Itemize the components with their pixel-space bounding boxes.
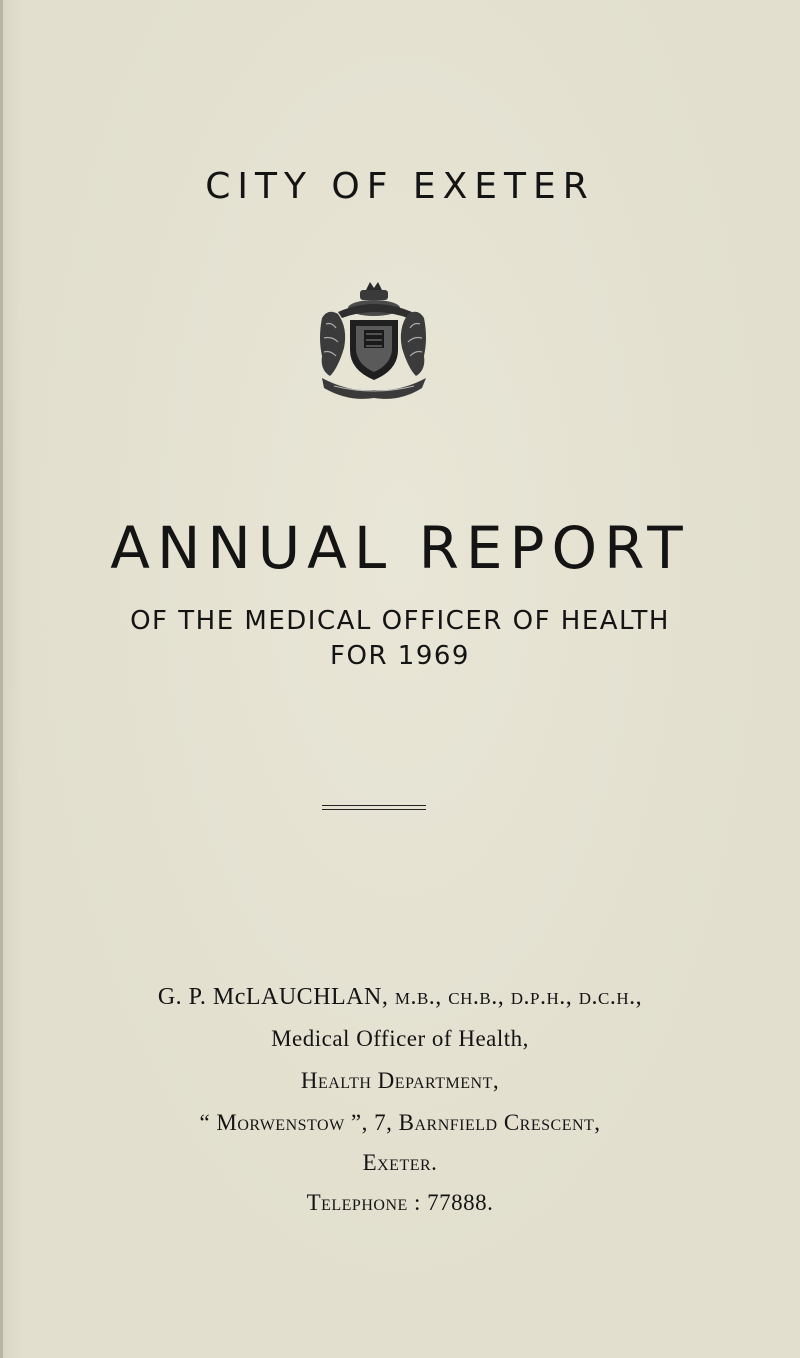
department-name: Health Department,	[300, 1068, 500, 1093]
telephone-number: Telephone : 77888.	[306, 1190, 494, 1215]
coat-of-arms-icon	[308, 278, 438, 404]
author-position: Medical Officer of Health,	[271, 1026, 529, 1051]
city-title: CITY OF EXETER	[205, 166, 595, 207]
author-qualifications: m.b., ch.b., d.p.h., d.c.h.,	[394, 984, 643, 1010]
report-title: ANNUAL REPORT	[110, 514, 690, 582]
report-year: FOR 1969	[330, 641, 470, 671]
divider-rule-top	[322, 805, 426, 806]
report-subtitle: OF THE MEDICAL OFFICER OF HEALTH	[130, 606, 670, 636]
author-name: G. P. McLAUCHLAN,	[157, 984, 389, 1010]
street-address: “ Morwenstow ”, 7, Barnfield Crescent,	[199, 1110, 601, 1135]
author-line	[0, 984, 800, 1011]
divider-rule-bottom	[322, 809, 426, 810]
address-city: Exeter.	[362, 1150, 438, 1175]
